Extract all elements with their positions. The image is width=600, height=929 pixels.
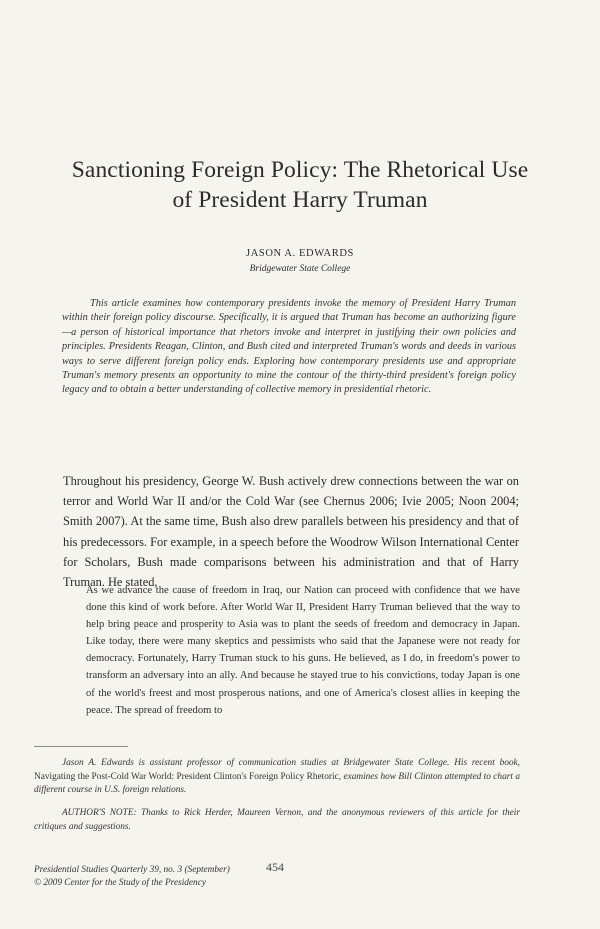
body-paragraph [63, 471, 519, 592]
author-bio-footnote [34, 757, 520, 798]
author-affiliation: Bridgewater State College [249, 264, 351, 274]
journal-citation [34, 864, 230, 889]
author-bio-part2: examines how Bill Clinton attempted to chart a different course in U.S. foreign relations. [34, 771, 521, 796]
title-line-2: of President Harry Truman [172, 187, 428, 213]
author-note-footnote: AUTHOR'S NOTE: Thanks to Rick Herder, Maureen Vernon, and the anonymous reviewers of this article for their critiques and suggestions. [34, 808, 520, 832]
article-title [20, 155, 580, 215]
abstract: This article examines how contemporary presidents invoke the memory of President Harry Truman within their foreign policy discourse. Specifically, it is argued that Truman has become an authorizing figure—a person of historical importance that rhetors invoke and interpret in justifying their own policies and principles. Presidents Reagan, Clinton, and Bush cited and interpreted Truman's words and deeds in various ways to serve different foreign policy ends. Exploring how contemporary presidents use and appropriate Truman's memory presents an opportunity to mine the contour of the thirty-third president's foreign policy legacy and to obtain a better understanding of collective memory in presidential rhetoric. [62, 298, 516, 396]
journal-line-1: Presidential Studies Quarterly 39, no. 3 (September) [34, 865, 230, 875]
author-bio-part1: Jason A. Edwards is assistant professor of communication studies at Bridgewater State College. His recent book, [62, 758, 520, 768]
body-paragraph-text: Throughout his presidency, George W. Bush actively drew connections between the war on terror and World War II and/or the Cold War (see Chernus 2006; Ivie 2005; Noon 2004; Smith 2007). At the same time, Bush also drew parallels between his presidency and that of his predecessors. For example, in a speech before the Woodrow Wilson International Center for Scholars, Bush made comparisons between his administration and that of Harry Truman. He stated, [63, 474, 519, 590]
journal-line-2: © 2009 Center for the Study of the Presidency [34, 877, 206, 888]
block-quote: As we advance the cause of freedom in Iraq, our Nation can proceed with confidence that we have done this kind of work before. After World War II, President Harry Truman believed that the way to help bring peace and prosperity to Asia was to plant the seeds of freedom and democracy in Japan. Like today, there were many skeptics and pessimists who said that the Japanese were not ready for democracy. Fortunately, Harry Truman stuck to his guns. He believed, as I do, in freedom's power to transform an adversary into an ally. And because he stayed true to his convictions, today Japan is one of the world's freest and most prosperous nations, and one of America's closest allies in keeping the peace. The spread of freedom to [86, 585, 520, 716]
author-bio-book-title: Navigating the Post-Cold War World: President Clinton's Foreign Policy Rhetoric, [34, 771, 342, 782]
title-line-1: Sanctioning Foreign Policy: The Rhetorical Use [71, 157, 529, 183]
author-name: JASON A. EDWARDS [246, 248, 354, 259]
footnote-rule [34, 746, 128, 747]
page-number: 454 [266, 860, 284, 874]
